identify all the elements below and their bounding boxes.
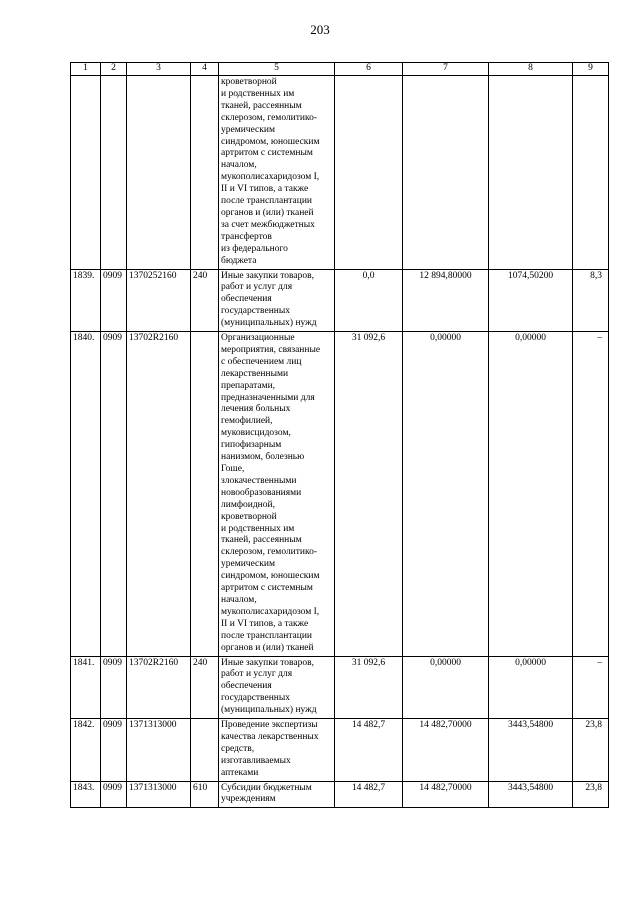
expense-kind: 610 xyxy=(191,781,219,808)
value-col6: 31 092,6 xyxy=(335,332,403,656)
header-cell: 8 xyxy=(489,63,573,76)
value-col7: 0,00000 xyxy=(403,656,489,719)
target-code: 13702R2160 xyxy=(127,656,191,719)
section-code: 0909 xyxy=(101,269,127,332)
value-col6: 0,0 xyxy=(335,269,403,332)
table-row xyxy=(71,719,609,782)
value-col8: 3443,54800 xyxy=(489,781,573,808)
item-name: Субсидии бюджетным учреждениям xyxy=(219,781,335,808)
header-cell: 1 xyxy=(71,63,101,76)
expense-kind xyxy=(191,76,219,270)
table-row xyxy=(71,269,609,332)
budget-table xyxy=(70,62,609,808)
item-name: Организационные мероприятия, связанные с обеспечением лиц лекарственными препаратами, предназначенными для лечения больных гемофилией, муковисцидозом, гипофизарным нанизмом, болезнью Гоше, злокачественными новообразованиями лимфоидной, кроветворной и родственных им тканей, рассеянным склерозом, гемолитико- уремическим синдромом, юношеским артритом с системным началом, мукополисахаридозом I, II и VI типов, а также после трансплантации органов и (или) тканей xyxy=(219,332,335,656)
expense-kind: 240 xyxy=(191,656,219,719)
value-col6: 31 092,6 xyxy=(335,656,403,719)
item-name: Иные закупки товаров, работ и услуг для обеспечения государственных (муниципальных) нужд xyxy=(219,269,335,332)
value-col9 xyxy=(573,76,609,270)
value-col9: – xyxy=(573,332,609,656)
item-name: кроветворной и родственных им тканей, рассеянным склерозом, гемолитико- уремическим синдромом, юношеским артритом с системным началом, мукополисахаридозом I, II и VI типов, а также после трансплантации органов и (или) тканей за счет межбюджетных трансфертов из федерального бюджета xyxy=(219,76,335,270)
value-col8: 3443,54800 xyxy=(489,719,573,782)
row-number: 1841. xyxy=(71,656,101,719)
value-col6 xyxy=(335,76,403,270)
value-col6: 14 482,7 xyxy=(335,719,403,782)
table-row xyxy=(71,76,609,270)
value-col8 xyxy=(489,76,573,270)
row-number: 1842. xyxy=(71,719,101,782)
value-col8: 1074,50200 xyxy=(489,269,573,332)
value-col9: – xyxy=(573,656,609,719)
header-cell: 5 xyxy=(219,63,335,76)
row-number xyxy=(71,76,101,270)
value-col7: 12 894,80000 xyxy=(403,269,489,332)
value-col7: 14 482,70000 xyxy=(403,781,489,808)
value-col8: 0,00000 xyxy=(489,656,573,719)
header-cell: 6 xyxy=(335,63,403,76)
value-col7: 0,00000 xyxy=(403,332,489,656)
table-row xyxy=(71,781,609,808)
section-code: 0909 xyxy=(101,332,127,656)
section-code: 0909 xyxy=(101,781,127,808)
expense-kind: 240 xyxy=(191,269,219,332)
target-code: 1371313000 xyxy=(127,719,191,782)
item-name: Проведение экспертизы качества лекарственных средств, изготавливаемых аптеками xyxy=(219,719,335,782)
value-col8: 0,00000 xyxy=(489,332,573,656)
header-cell: 3 xyxy=(127,63,191,76)
header-cell: 9 xyxy=(573,63,609,76)
value-col7 xyxy=(403,76,489,270)
expense-kind xyxy=(191,332,219,656)
row-number: 1839. xyxy=(71,269,101,332)
value-col9: 23,8 xyxy=(573,781,609,808)
target-code xyxy=(127,76,191,270)
section-code: 0909 xyxy=(101,719,127,782)
table-row xyxy=(71,656,609,719)
section-code xyxy=(101,76,127,270)
expense-kind xyxy=(191,719,219,782)
table-row xyxy=(71,332,609,656)
value-col6: 14 482,7 xyxy=(335,781,403,808)
section-code: 0909 xyxy=(101,656,127,719)
header-cell: 2 xyxy=(101,63,127,76)
target-code: 1371313000 xyxy=(127,781,191,808)
header-row xyxy=(71,63,609,76)
target-code: 1370252160 xyxy=(127,269,191,332)
header-cell: 4 xyxy=(191,63,219,76)
item-name: Иные закупки товаров, работ и услуг для обеспечения государственных (муниципальных) нужд xyxy=(219,656,335,719)
row-number: 1843. xyxy=(71,781,101,808)
value-col9: 8,3 xyxy=(573,269,609,332)
page-number: 203 xyxy=(310,22,330,37)
header-cell: 7 xyxy=(403,63,489,76)
target-code: 13702R2160 xyxy=(127,332,191,656)
value-col9: 23,8 xyxy=(573,719,609,782)
value-col7: 14 482,70000 xyxy=(403,719,489,782)
row-number: 1840. xyxy=(71,332,101,656)
